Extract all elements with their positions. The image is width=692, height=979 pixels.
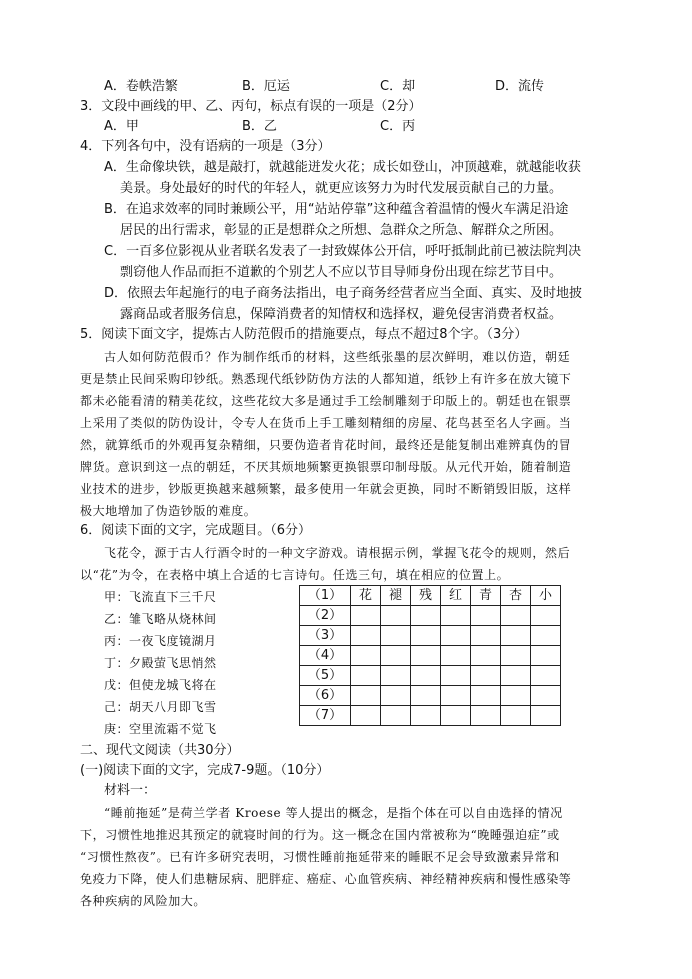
answer-cell[interactable] [381,646,411,666]
q5-stem: 5．阅读下面文字，提炼古人防范假币的措施要点，每点不超过8个字。（3分） [80,327,528,342]
answer-cell[interactable] [381,626,411,646]
table-row [300,606,561,626]
table-row [300,646,561,666]
poem-line-bing: 丙：一夜飞度镜湖月 [104,634,217,648]
table-cell: 花 [351,586,381,606]
material-line: “睡前拖延”是荷兰学者 Kroese 等人提出的概念，是指个体在可以自由选择的情况 [104,806,563,820]
section-subheading: (一)阅读下面的文字，完成7-9题。（10分） [80,763,330,778]
answer-cell[interactable] [441,686,471,706]
poem-line-ji: 己：胡天八月即飞雪 [104,700,217,714]
answer-cell[interactable] [351,646,381,666]
poem-line-jia: 甲：飞流直下三千尺 [104,590,217,604]
feihualing-answer-table [299,585,561,726]
answer-cell[interactable] [351,626,381,646]
poem-line-geng: 庚：空里流霜不觉飞 [104,722,217,736]
row-label: （1） [300,586,351,606]
answer-cell[interactable] [471,646,501,666]
table-cell: 青 [471,586,501,606]
row-label: （5） [300,666,351,686]
q4-stem: 4．下列各句中，没有语病的一项是（3分） [80,139,331,154]
q3-option-a: A．甲 [104,119,139,134]
q3-stem: 3．文段中画线的甲、乙、丙句，标点有误的一项是（2分） [80,99,422,114]
answer-cell[interactable] [471,626,501,646]
answer-cell[interactable] [441,626,471,646]
answer-cell[interactable] [471,706,501,726]
q2-option-d: D．流传 [495,79,545,94]
q4-line: 剽窃他人作品而拒不道歉的个别艺人不应以节目导师身份出现在综艺节目中。 [120,265,563,280]
answer-cell[interactable] [501,686,531,706]
q6-intro-line: 飞花令，源于古人行酒令时的一种文字游戏。请根据示例，掌握飞花令的规则，然后 [104,546,571,560]
poem-line-wu: 戊：但使龙城飞将在 [104,678,217,692]
answer-cell[interactable] [411,646,441,666]
q5-passage-line: 古人如何防范假币？作为制作纸币的材料，这些纸张墨的层次鲜明，难以仿造，朝廷 [104,350,571,364]
q6-stem: 6．阅读下面的文字，完成题目。（6分） [80,523,312,538]
q5-passage-line: 都未必能看清的精美花纹，这些花纹大多是通过手工绘制雕刻于印版上的。朝廷也在银票 [80,394,572,408]
answer-cell[interactable] [501,706,531,726]
q3-option-c: C．丙 [380,119,416,134]
q2-option-b: B．厄运 [242,79,290,94]
answer-cell[interactable] [531,646,561,666]
answer-cell[interactable] [351,606,381,626]
answer-cell[interactable] [411,666,441,686]
q2-option-a: A．卷帙浩繁 [104,79,178,94]
answer-cell[interactable] [531,666,561,686]
q4-line: C．一百多位影视从业者联名发表了一封致媒体公开信，呼吁抵制此前已被法院判决 [104,244,582,259]
answer-cell[interactable] [351,666,381,686]
answer-cell[interactable] [531,626,561,646]
answer-cell[interactable] [381,706,411,726]
q5-passage-line: 极大地增加了伪造钞版的难度。 [80,504,257,518]
answer-cell[interactable] [351,686,381,706]
answer-cell[interactable] [381,686,411,706]
table-cell: 红 [441,586,471,606]
q4-line: D．依照去年起施行的电子商务法指出，电子商务经营者应当全面、真实、及时地披 [104,286,583,301]
answer-cell[interactable] [531,686,561,706]
row-label: （3） [300,626,351,646]
material-line: “习惯性熬夜”。已有许多研究表明，习惯性睡前拖延带来的睡眠不足会导致激素异常和 [80,850,560,864]
answer-cell[interactable] [501,666,531,686]
q5-passage-line: 更是禁止民间采购印钞纸。熟悉现代纸钞防伪方法的人都知道，纸钞上有许多在放大镜下 [80,372,572,386]
row-label: （2） [300,606,351,626]
answer-cell[interactable] [471,606,501,626]
answer-cell[interactable] [381,666,411,686]
table-cell: 残 [411,586,441,606]
answer-cell[interactable] [411,606,441,626]
answer-cell[interactable] [501,626,531,646]
answer-cell[interactable] [411,706,441,726]
answer-cell[interactable] [471,666,501,686]
row-label: （4） [300,646,351,666]
answer-cell[interactable] [351,706,381,726]
poem-line-ding: 丁：夕殿萤飞思悄然 [104,656,217,670]
answer-cell[interactable] [411,686,441,706]
q4-line: 露商品或者服务信息，保障消费者的知情权和选择权，避免侵害消费者权益。 [120,307,563,322]
row-label: （7） [300,706,351,726]
answer-cell[interactable] [531,706,561,726]
answer-cell[interactable] [441,606,471,626]
table-cell: 褪 [381,586,411,606]
answer-cell[interactable] [441,666,471,686]
q2-option-c: C．却 [380,79,416,94]
q5-passage-line: 牌货。意识到这一点的朝廷，不厌其烦地频繁更换银票印制母版。从元代开始，随着制造 [80,460,572,474]
table-cell: 杏 [501,586,531,606]
table-row [300,706,561,726]
q4-line: B．在追求效率的同时兼顾公平，用“站站停靠”这种蕴含着温情的慢火车满足沿途 [104,202,569,217]
q3-option-b: B．乙 [242,119,277,134]
q5-passage-line: 上采用了类似的防伪设计，令专人在货币上手工雕刻精细的房屋、花鸟甚至名人字画。当 [80,416,572,430]
answer-cell[interactable] [441,706,471,726]
q6-intro-line: 以“花”为令，在表格中填上合适的七言诗句。任选三句，填在相应的位置上。 [80,568,510,582]
row-label: （6） [300,686,351,706]
q4-line: 美景。身处最好的时代的年轻人，就更应该努力为时代发展贡献自己的力量。 [120,181,563,196]
table-row [300,666,561,686]
answer-cell[interactable] [471,686,501,706]
table-row [300,586,561,606]
answer-cell[interactable] [411,626,441,646]
table-row [300,626,561,646]
answer-cell[interactable] [381,606,411,626]
material-line: 下，习惯性地推迟其预定的就寝时间的行为。这一概念在国内常被称为“晚睡强迫症”或 [80,828,560,842]
answer-cell[interactable] [531,606,561,626]
table-cell: 小 [531,586,561,606]
material-label: 材料一： [104,783,157,798]
q5-passage-line: 然，就算纸币的外观再复杂精细，只要伪造者肯花时间，最终还是能复制出难辨真伪的冒 [80,438,572,452]
poem-line-yi: 乙：雏飞略从烧林间 [104,612,217,626]
q5-passage-line: 业技术的进步，钞版更换越来越频繁，最多使用一年就会更换，同时不断销毁旧版，这样 [80,482,572,496]
table-row [300,686,561,706]
material-line: 免疫力下降，使人们患糖尿病、肥胖症、癌症、心血管疾病、神经精神疾病和慢性感染等 [80,872,572,886]
answer-cell[interactable] [501,606,531,626]
answer-cell[interactable] [441,646,471,666]
q4-line: A．生命像块铁，越是敲打，就越能迸发火花；成长如登山，冲顶越难，就越能收获 [104,160,581,175]
answer-cell[interactable] [501,646,531,666]
material-line: 各种疾病的风险加大。 [80,894,207,908]
section-heading: 二、现代文阅读（共30分） [80,743,240,758]
q4-line: 居民的出行需求，彰显的正是想群众之所想、急群众之所急、解群众之所困。 [120,223,563,238]
